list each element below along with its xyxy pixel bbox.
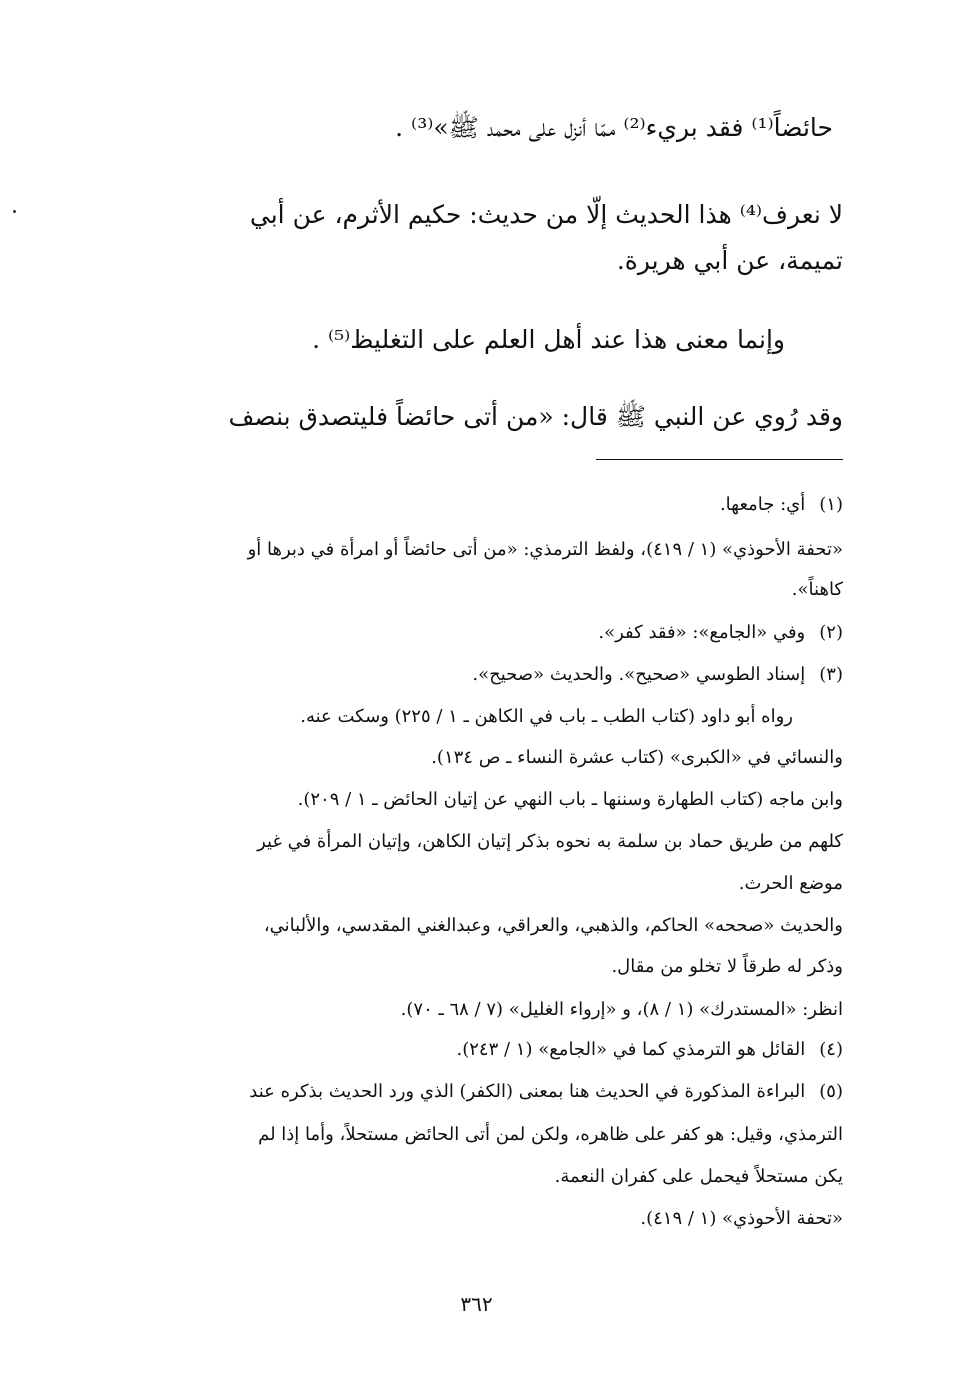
- footnote-number: (٥): [819, 1081, 843, 1102]
- main-line-2a: لا نعرف⁽⁴⁾ هذا الحديث إلّا من حديث: حكيم الأثرم، عن أبي: [249, 200, 843, 229]
- footnote-4: [113, 1035, 843, 1065]
- footnote-number: (٣): [819, 664, 843, 685]
- footnote-3-line-e: كلهم من طريق حماد بن سلمة به نحوه بذكر إتيان الكاهن، وإتيان المرأة في غير: [257, 831, 843, 852]
- footnote-text: البراءة المذكورة في الحديث هنا بمعنى (الكفر) الذي ورد الحديث بذكره عند: [249, 1081, 806, 1102]
- footnote-5-line-b: الترمذي، وقيل: هو كفر على ظاهره، ولكن لمن أتى الحائض مستحلاً، وأما إذا لم: [258, 1124, 843, 1145]
- footnote-separator: [596, 459, 843, 460]
- footnote-3-line-c: والنسائي في «الكبرى» (كتاب عشرة النساء ـ ص ١٣٤).: [431, 747, 843, 768]
- footnote-1: [113, 490, 843, 520]
- footnote-1-line-b: «تحفة الأحوذي» (١ / ٤١٩)، ولفظ الترمذي: «من أتى حائضاً أو امرأة في دبرها أو: [247, 539, 843, 560]
- footnote-number: (١): [819, 494, 843, 515]
- footnote-3-line-b: رواه أبو داود (كتاب الطب ـ باب في الكاهن ـ ١ / ٢٢٥) وسكت عنه.: [300, 706, 793, 727]
- footnote-number: (٢): [819, 622, 843, 643]
- main-line-3: وإنما معنى هذا عند أهل العلم على التغليظ⁽⁵⁾ .: [312, 325, 785, 354]
- page-number: ٣٦٢: [460, 1292, 493, 1316]
- footnote-text: وفي «الجامع»: «فقد كفر».: [598, 622, 806, 643]
- footnote-text: أي: جامعها.: [719, 494, 806, 515]
- footnote-3-line-g: والحديث «صححه» الحاكم، والذهبي، والعراقي، وعبدالغني المقدسي، والألباني،: [263, 915, 843, 936]
- footnote-5-line-d: «تحفة الأحوذي» (١ / ٤١٩).: [640, 1208, 843, 1229]
- footnote-text: القائل هو الترمذي كما في «الجامع» (١ / ٢٤٣).: [456, 1039, 806, 1060]
- main-line-2b: تميمة، عن أبي هريرة.: [616, 246, 843, 275]
- footnote-text: إسناد الطوسي «صحيح». والحديث «صحيح».: [472, 664, 806, 685]
- footnote-3-line-d: وابن ماجه (كتاب الطهارة وسننها ـ باب النهي عن إتيان الحائض ـ ١ / ٢٠٩).: [297, 789, 843, 810]
- footnote-5-line-c: يكن مستحلاً فيحمل على كفران النعمة.: [554, 1166, 843, 1187]
- footnote-3: [113, 660, 843, 690]
- footnote-5: [113, 1077, 843, 1107]
- footnote-3-line-f: موضع الحرث.: [738, 873, 843, 894]
- footnote-3-line-h: وذكر له طرقاً لا تخلو من مقال.: [611, 956, 843, 977]
- footnote-number: (٤): [819, 1039, 843, 1060]
- scan-speck: [13, 210, 16, 213]
- main-line-4: وقد رُوي عن النبي ﷺ قال: «من أتى حائضاً فليتصدق بنصف: [228, 402, 843, 431]
- main-line-1: حائضاً⁽¹⁾ فقد بريء⁽²⁾ ممّا أنزل على محمد ﷺ»⁽³⁾ .: [395, 113, 833, 142]
- footnote-1-line-c: كاهناً».: [791, 579, 843, 600]
- footnote-3-line-i: انظر: «المستدرك» (١ / ٨)، و «إرواء الغليل» (٧ / ٦٨ ـ ٧٠).: [400, 999, 843, 1020]
- footnote-2: [113, 618, 843, 648]
